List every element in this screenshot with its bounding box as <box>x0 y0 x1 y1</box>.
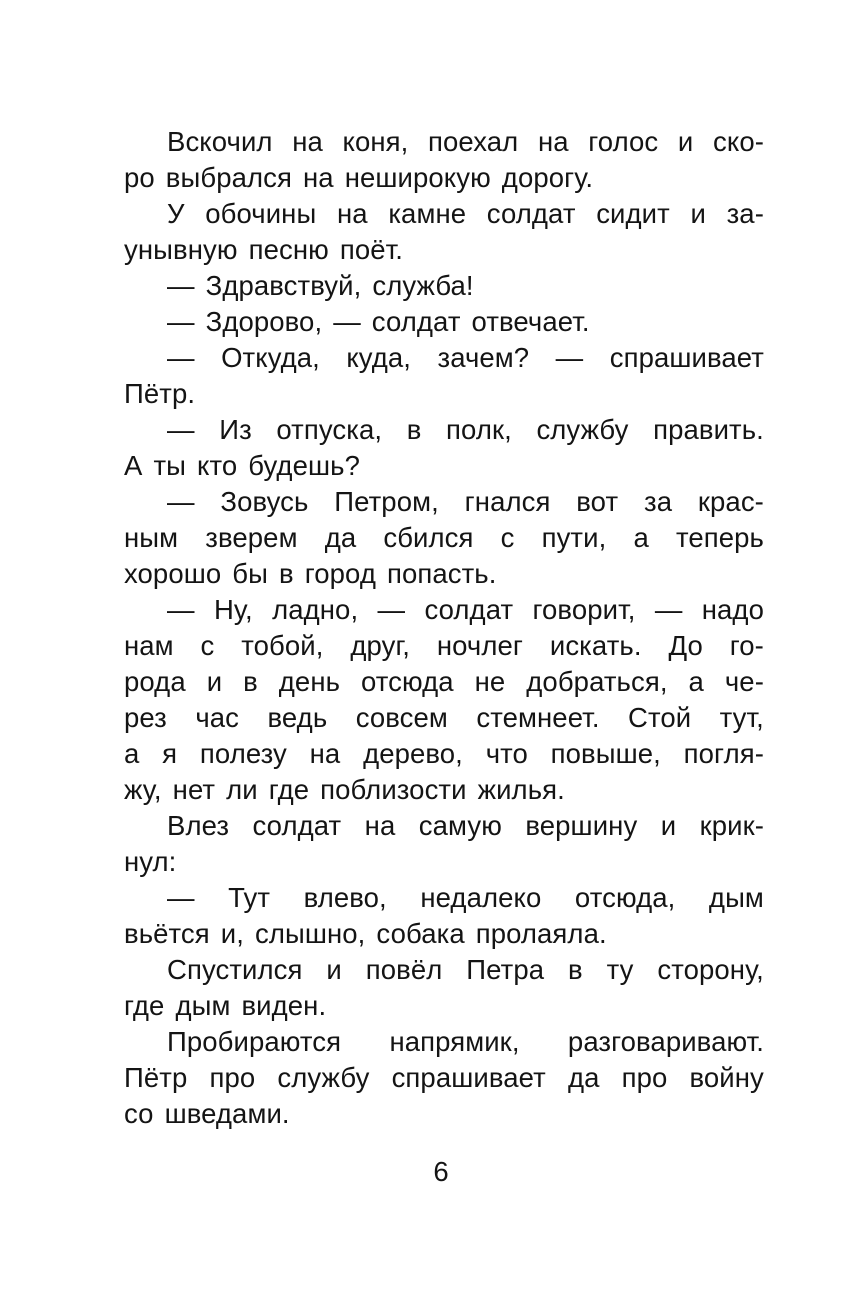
word: рез <box>124 702 167 733</box>
word: сбился <box>383 522 474 553</box>
word: — <box>167 342 195 373</box>
word: отсюда, <box>574 882 676 913</box>
word: на <box>364 810 396 841</box>
word: — <box>654 594 683 625</box>
word: Влез <box>167 810 230 841</box>
word: а <box>633 522 649 553</box>
word: Петра <box>466 954 545 985</box>
word: унывную <box>124 234 238 265</box>
word: выбрался <box>165 162 292 193</box>
word: солдат <box>252 810 342 841</box>
word: че- <box>724 666 764 697</box>
word: в <box>243 666 258 697</box>
text-line <box>124 1060 764 1096</box>
word: ты <box>153 450 187 481</box>
word: дым <box>708 882 764 913</box>
word: про <box>209 1062 256 1093</box>
word: в <box>406 414 422 445</box>
word: поёт. <box>339 234 403 265</box>
word: отпуска, <box>276 414 383 445</box>
text-line <box>124 484 764 520</box>
word: Здорово, <box>205 306 323 337</box>
word: ро <box>124 162 155 193</box>
word: неширокую <box>344 162 491 193</box>
word: полезу <box>199 738 287 769</box>
word: отвечает. <box>471 306 590 337</box>
word: нул: <box>124 846 177 877</box>
text-line <box>124 196 764 232</box>
word: Вскочил <box>167 126 273 157</box>
word: тобой, <box>241 630 324 661</box>
word: недалеко <box>420 882 542 913</box>
word: зверем <box>205 522 298 553</box>
word: — <box>555 342 584 373</box>
word: камне <box>388 198 467 229</box>
text-line <box>124 376 764 412</box>
word: теперь <box>675 522 764 553</box>
word: песню <box>248 234 329 265</box>
word: полк, <box>446 414 512 445</box>
word: жу, <box>124 774 162 805</box>
word: ным <box>124 522 179 553</box>
word: дерево, <box>363 738 463 769</box>
word: на <box>292 126 323 157</box>
text-line <box>124 160 764 196</box>
word: да <box>324 522 357 553</box>
word: Пётр. <box>124 378 196 409</box>
word: — <box>167 594 195 625</box>
word: и <box>660 810 677 841</box>
word: стемнеет. <box>476 702 600 733</box>
word: попасть. <box>386 558 497 589</box>
text-line <box>124 772 764 808</box>
word: собака <box>376 918 465 949</box>
word: Спустился <box>167 954 303 985</box>
word: дорогу. <box>501 162 594 193</box>
word: ночлег <box>436 630 524 661</box>
word: ту <box>606 954 634 985</box>
word: виден. <box>241 990 327 1021</box>
word: на <box>303 162 334 193</box>
word: Зовусь <box>220 486 309 517</box>
word: город <box>304 558 376 589</box>
word: отсюда <box>361 666 454 697</box>
word: пролаяла. <box>475 918 607 949</box>
word: на <box>336 198 368 229</box>
word: жилья. <box>477 774 565 805</box>
text-line <box>124 916 764 952</box>
word: Стой <box>628 702 692 733</box>
word: Пётр <box>124 1062 188 1093</box>
word: а <box>688 666 704 697</box>
word: — <box>167 486 195 517</box>
text-line <box>124 232 764 268</box>
word: коня, <box>342 126 409 157</box>
word: про <box>621 1062 668 1093</box>
word: службу <box>277 1062 370 1093</box>
text-line <box>124 736 764 772</box>
word: не <box>474 666 506 697</box>
word: вершину <box>525 810 638 841</box>
word: солдат <box>371 306 461 337</box>
word: в <box>568 954 583 985</box>
word: нет <box>172 774 216 805</box>
word: а <box>124 738 140 769</box>
word: голос <box>588 126 659 157</box>
word: со <box>124 1098 154 1129</box>
word: поехал <box>428 126 519 157</box>
word: где <box>268 774 310 805</box>
word: слышно, <box>254 918 366 949</box>
word: войну <box>689 1062 764 1093</box>
word: влево, <box>303 882 387 913</box>
word: спрашивает <box>391 1062 546 1093</box>
text-line <box>124 520 764 556</box>
word: зачем? <box>437 342 530 373</box>
word: обочины <box>205 198 317 229</box>
word: день <box>278 666 341 697</box>
word: ведь <box>267 702 328 733</box>
word: дым <box>175 990 231 1021</box>
text-line <box>124 592 764 628</box>
word: куда, <box>346 342 412 373</box>
word: напрямик, <box>389 1026 520 1057</box>
word: друг, <box>350 630 410 661</box>
word: хорошо <box>124 558 222 589</box>
word: вьётся <box>124 918 210 949</box>
word: погля- <box>683 738 764 769</box>
word: править. <box>653 414 764 445</box>
word: Тут <box>228 882 271 913</box>
word: солдат <box>486 198 576 229</box>
word: за- <box>726 198 764 229</box>
word: Здравствуй, <box>205 270 362 301</box>
word: нам <box>124 630 174 661</box>
word: солдат <box>424 594 514 625</box>
word: и <box>326 954 342 985</box>
word: совсем <box>355 702 448 733</box>
word: и <box>690 198 706 229</box>
word: и <box>206 666 223 697</box>
word: я <box>162 738 178 769</box>
word: го- <box>729 630 764 661</box>
text-line <box>124 628 764 664</box>
text-line <box>124 1024 764 1060</box>
word: и <box>677 126 694 157</box>
text-line <box>124 1096 764 1132</box>
word: добраться, <box>526 666 668 697</box>
text-line <box>124 952 764 988</box>
word: сторону, <box>657 954 764 985</box>
page-body-text <box>124 124 764 1132</box>
text-line <box>124 844 764 880</box>
word: ско- <box>713 126 764 157</box>
word: на <box>309 738 341 769</box>
word: на <box>537 126 569 157</box>
word: — <box>167 882 195 913</box>
word: рода <box>124 666 186 697</box>
word: тут, <box>719 702 764 733</box>
word: До <box>668 630 703 661</box>
word: будешь? <box>248 450 360 481</box>
word: служба! <box>372 270 474 301</box>
word: крик- <box>699 810 764 841</box>
word: и, <box>220 918 244 949</box>
text-line <box>124 124 764 160</box>
word: с <box>500 522 515 553</box>
word: У <box>167 198 185 229</box>
word: бы <box>232 558 268 589</box>
word: самую <box>418 810 502 841</box>
word: за <box>643 486 673 517</box>
word: где <box>124 990 165 1021</box>
word: Петром, <box>334 486 439 517</box>
word: вот <box>576 486 619 517</box>
word: А <box>124 450 143 481</box>
text-line <box>124 448 764 484</box>
word: ладно, <box>272 594 359 625</box>
word: надо <box>701 594 764 625</box>
word: ли <box>226 774 258 805</box>
word: разговаривают. <box>567 1026 764 1057</box>
text-line <box>124 340 764 376</box>
word: что <box>485 738 528 769</box>
word: говорит, <box>532 594 636 625</box>
text-line <box>124 664 764 700</box>
word: гнался <box>464 486 551 517</box>
word: — <box>167 414 195 445</box>
text-line <box>124 304 764 340</box>
word: с <box>200 630 215 661</box>
text-line <box>124 412 764 448</box>
word: крас- <box>697 486 764 517</box>
word: Из <box>219 414 252 445</box>
word: пути, <box>541 522 607 553</box>
word: спрашивает <box>609 342 764 373</box>
word: поблизости <box>320 774 467 805</box>
text-line <box>124 700 764 736</box>
word: искать. <box>549 630 642 661</box>
word: Откуда, <box>221 342 320 373</box>
text-line <box>124 880 764 916</box>
word: шведами. <box>164 1098 290 1129</box>
word: — <box>377 594 406 625</box>
word: повёл <box>365 954 443 985</box>
text-line <box>124 988 764 1024</box>
word: да <box>567 1062 600 1093</box>
word: сидит <box>596 198 670 229</box>
word: — <box>167 270 195 301</box>
word: — <box>167 306 195 337</box>
word: — <box>333 306 361 337</box>
text-line <box>124 556 764 592</box>
word: кто <box>197 450 238 481</box>
word: службу <box>536 414 629 445</box>
word: Пробираются <box>167 1026 342 1057</box>
page-number: 6 <box>433 1156 449 1187</box>
text-line <box>124 808 764 844</box>
text-line <box>124 268 764 304</box>
word: в <box>279 558 294 589</box>
word: повыше, <box>550 738 661 769</box>
word: Ну, <box>213 594 253 625</box>
word: час <box>195 702 240 733</box>
